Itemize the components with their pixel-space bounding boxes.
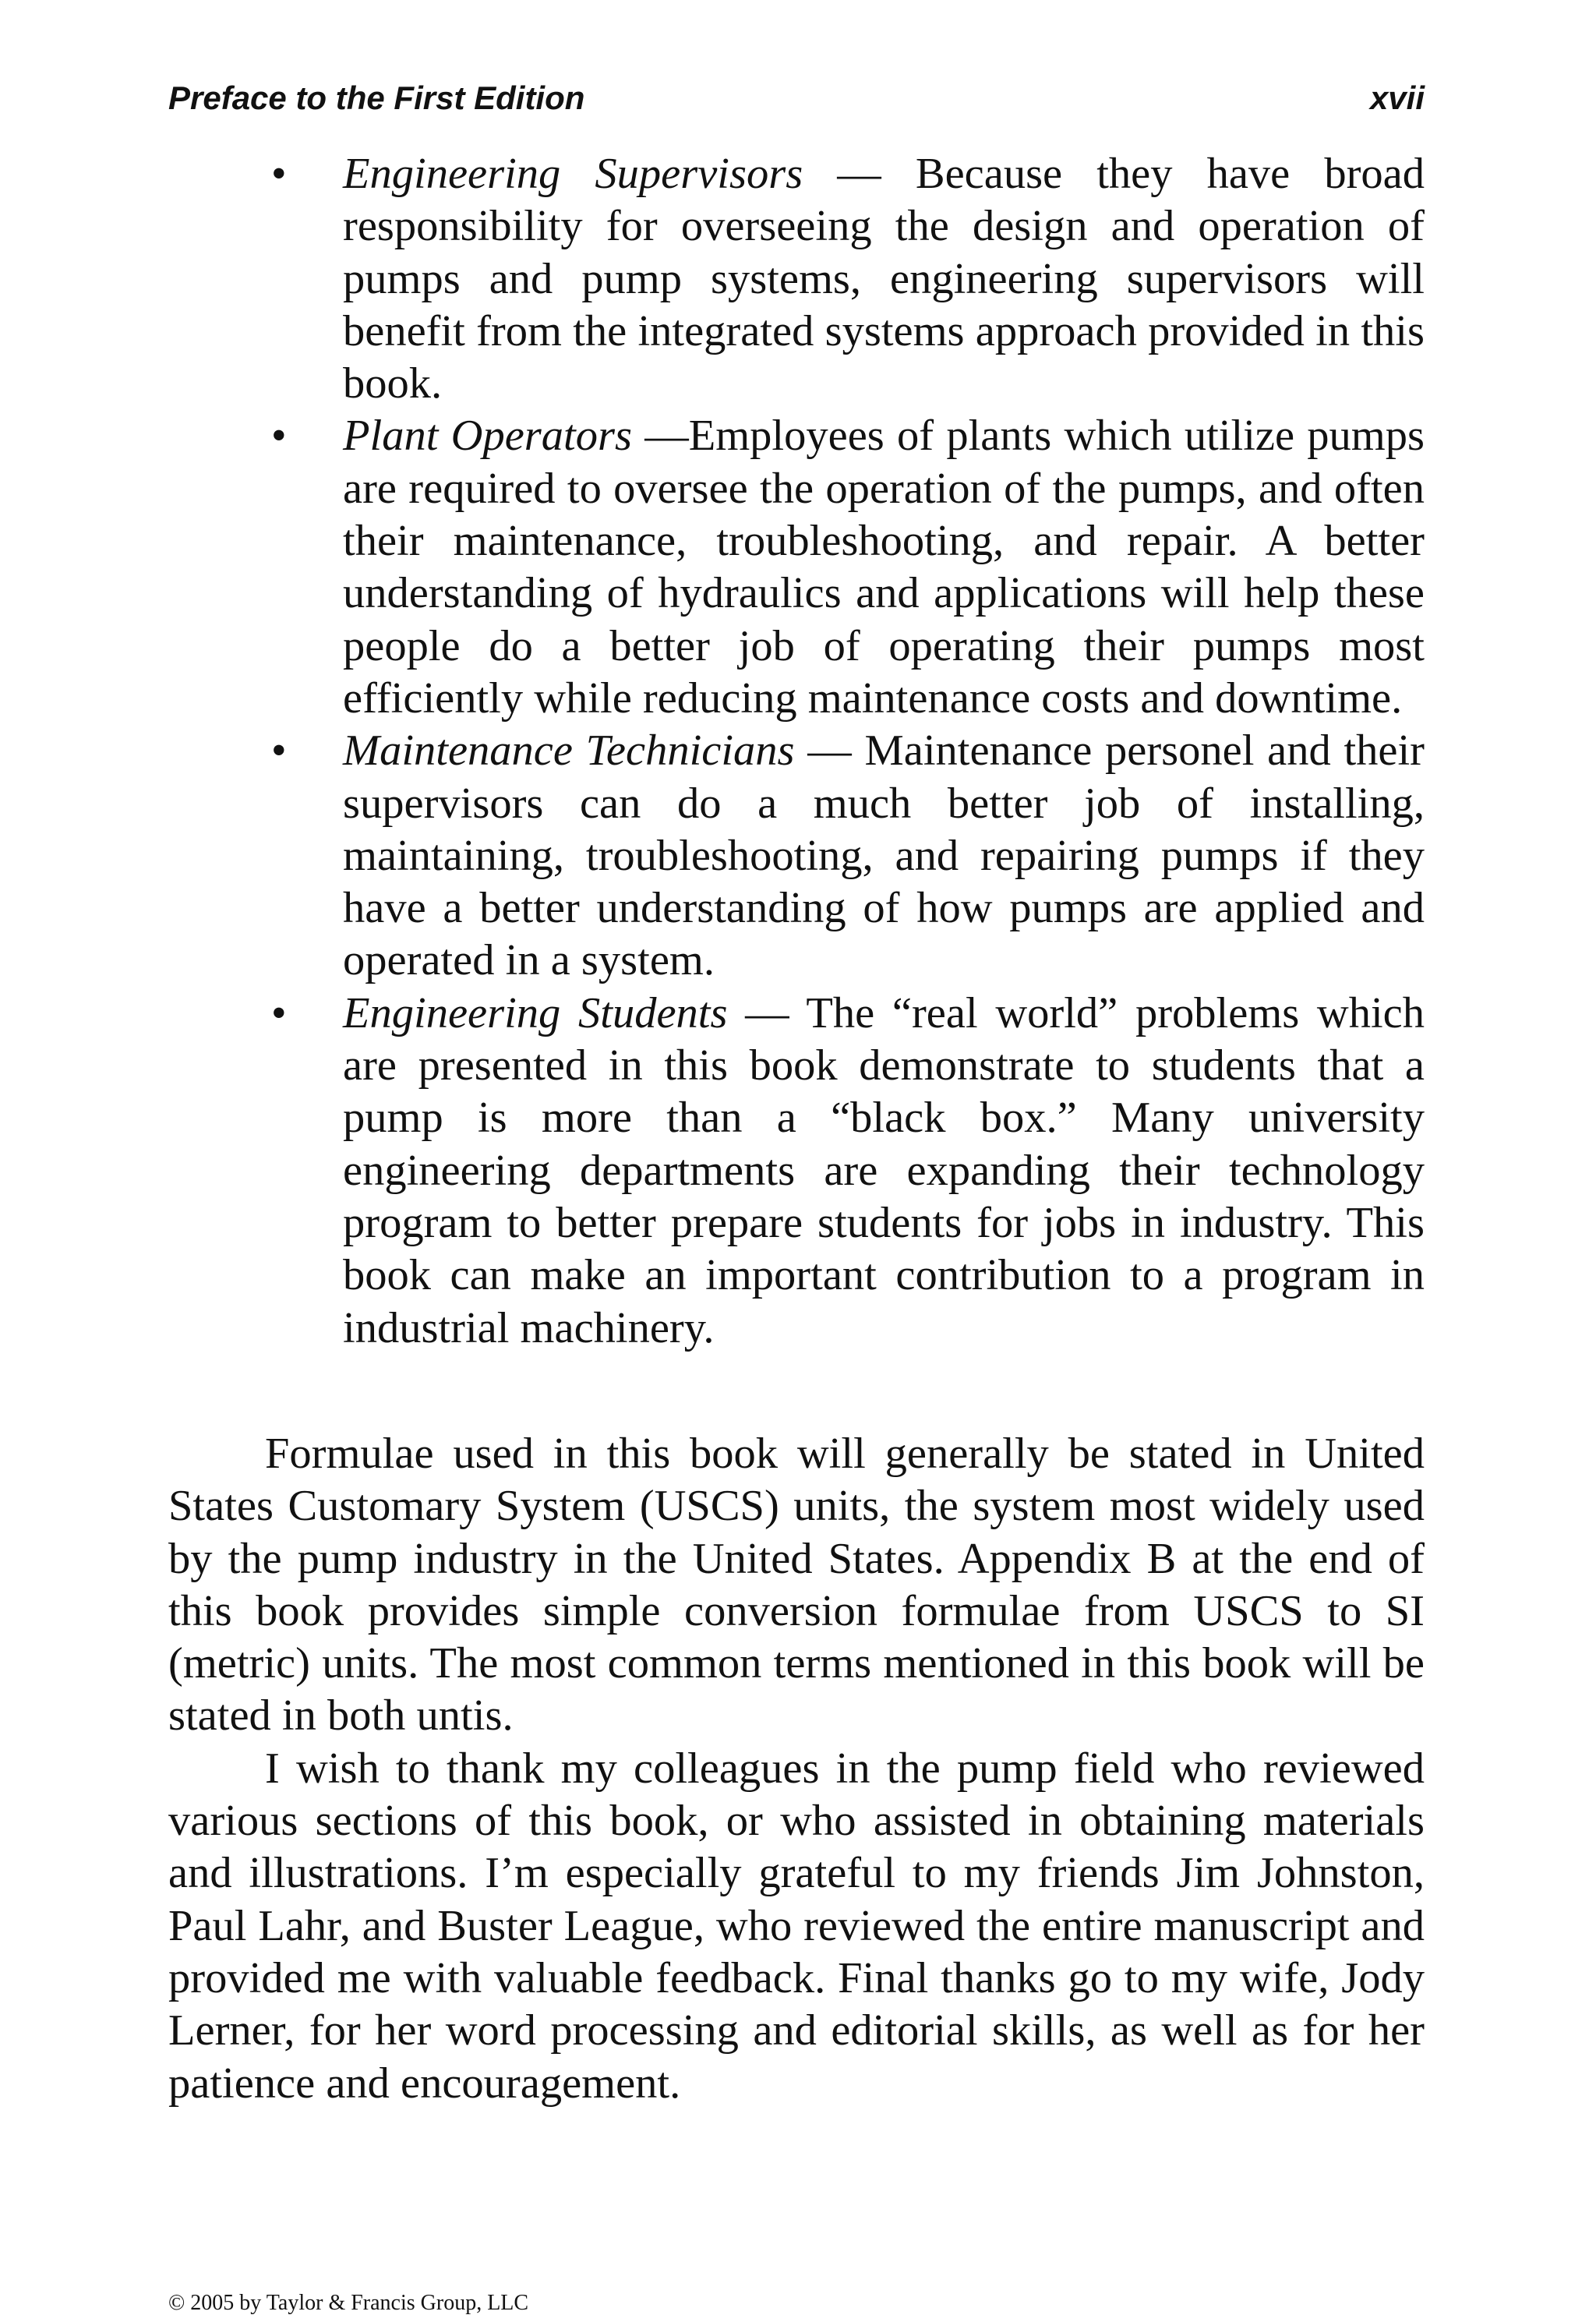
list-item bbox=[168, 988, 1425, 1355]
list-item-text: —Employees of plants which utilize pumps are required to oversee the operation of the pumps, and often their maintenance, troubleshooting, and repair. A better understanding of hydraulics and applications will help these people do a better job of operating their pumps most efficiently while reducing maintenance costs and downtime. bbox=[343, 412, 1425, 723]
list-item-term: Engineering Students bbox=[343, 988, 728, 1037]
list-item-term: Maintenance Technicians bbox=[343, 726, 795, 776]
list-item bbox=[168, 410, 1425, 725]
list-item bbox=[168, 725, 1425, 987]
bullet-icon: • bbox=[271, 726, 287, 776]
body-text bbox=[168, 1428, 1425, 2110]
list-item-term: Engineering Supervisors bbox=[343, 150, 803, 198]
paragraph-units: Formulae used in this book will generally be stated in United States Customary System (USCS) units, the system most widely used by the pump industry in the United States. Appendix B at the end of this book provides simple conversion formulae from USCS to SI (metric) units. The most common terms mentioned in this book will be stated in both untis. bbox=[168, 1430, 1425, 1741]
list-item-term: Plant Operators bbox=[343, 412, 632, 461]
page-number: xvii bbox=[1369, 80, 1425, 116]
list-item bbox=[168, 148, 1425, 410]
running-head bbox=[168, 75, 1425, 122]
bullet-icon: • bbox=[271, 150, 287, 198]
paragraph-acknowledgements: I wish to thank my colleagues in the pump field who reviewed various sections of this book, or who assisted in obtaining materials and illustrations. I’m especially grateful to my friends Jim Johnston, Paul Lahr, and Buster League, who reviewed the entire manuscript and provided me with valuable feedback. Final thanks go to my wife, Jody Lerner, for her word processing and editorial skills, as well as for her patience and encouragement. bbox=[168, 1744, 1425, 2108]
copyright-notice: © 2005 by Taylor & Francis Group, LLC bbox=[168, 2291, 529, 2315]
running-head-title: Preface to the First Edition bbox=[168, 80, 585, 116]
bullet-icon: • bbox=[271, 988, 287, 1037]
list-item-text: — The “real world” problems which are presented in this book demonstrate to students that a pump is more than a “black box.” Many university engineering departments are expanding their technology program to better prepare students for jobs in industry. This book can make an important contribution to a program in industrial machinery. bbox=[343, 988, 1425, 1352]
list-item-text: — Because they have broad responsibility for overseeing the design and operation of pumps and pump systems, engineering supervisors will benefit from the integrated systems approach provided in this book. bbox=[343, 150, 1425, 408]
bullet-icon: • bbox=[271, 412, 287, 461]
audience-list bbox=[168, 148, 1425, 1355]
list-item-text: — Maintenance personel and their supervisors can do a much better job of installing, maintaining, troubleshooting, and repairing pumps if they have a better understanding of how pumps are applied and operated in a system. bbox=[343, 726, 1425, 985]
